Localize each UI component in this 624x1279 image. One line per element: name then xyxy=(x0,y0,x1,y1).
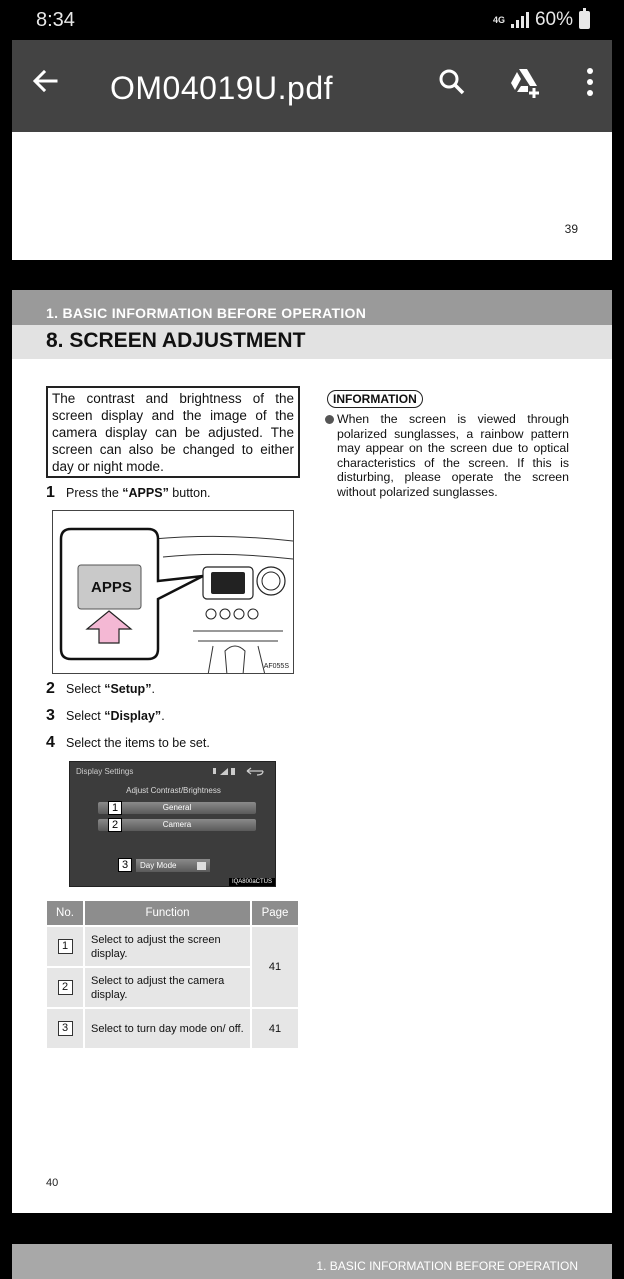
row-number: 2 xyxy=(58,980,73,995)
page-number: 39 xyxy=(564,222,578,236)
screen-status-icons xyxy=(211,766,267,776)
step-number: 4 xyxy=(46,734,55,751)
table-row xyxy=(47,927,298,966)
camera-row: Camera xyxy=(98,819,256,831)
row-function: Select to turn day mode on/ off. xyxy=(85,1009,250,1048)
callout-1: 1 xyxy=(108,801,122,815)
table-row xyxy=(47,1009,298,1048)
row-number: 1 xyxy=(58,939,73,954)
search-icon[interactable] xyxy=(436,66,468,98)
row-function: Select to adjust the screen display. xyxy=(85,927,250,966)
day-mode-row xyxy=(136,859,210,872)
section-bar xyxy=(12,290,612,325)
row-page: 41 xyxy=(252,1009,298,1048)
more-vert-icon[interactable] xyxy=(578,66,602,98)
battery-icon xyxy=(579,11,590,29)
battery-percent: 60% xyxy=(534,9,573,30)
header-function: Function xyxy=(85,901,250,925)
information-text xyxy=(325,412,569,499)
display-settings-subtitle: Adjust Contrast/Brightness xyxy=(126,786,221,795)
step-3 xyxy=(46,707,165,725)
bullet-icon xyxy=(325,415,334,424)
page-heading: 8. SCREEN ADJUSTMENT xyxy=(46,329,306,352)
apps-button-label: APPS xyxy=(91,579,132,596)
step-text: Select the items to be set. xyxy=(66,736,210,750)
step-keyword: “Setup” xyxy=(104,682,152,696)
pdf-page-40 xyxy=(12,290,612,1213)
row-function: Select to adjust the camera display. xyxy=(85,968,250,1007)
page-number: 40 xyxy=(46,1177,59,1189)
document-title: OM04019U.pdf xyxy=(110,70,334,106)
step-text: Press the xyxy=(66,486,123,500)
general-row: General xyxy=(98,802,256,814)
step-1 xyxy=(46,484,211,502)
information-body: When the screen is viewed through polarized sunglasses, a rainbow pattern may appear on the screen due to optical characteristics of the screen. If this is disturbing, please operate the screen without polarized sunglasses. xyxy=(337,412,569,499)
table-header-row xyxy=(47,901,298,925)
step-keyword: “Display” xyxy=(104,709,162,723)
network-type: 4G xyxy=(492,14,505,25)
row-number: 3 xyxy=(58,1021,73,1036)
figure-display-settings xyxy=(69,761,276,887)
status-bar xyxy=(0,0,624,40)
step-number: 1 xyxy=(46,484,55,501)
step-suffix: button. xyxy=(168,486,211,500)
app-toolbar xyxy=(12,40,612,132)
callout-3: 3 xyxy=(118,858,132,872)
information-badge: INFORMATION xyxy=(327,390,423,408)
arrow-left-icon[interactable] xyxy=(30,66,60,96)
pdf-page-39 xyxy=(12,132,612,260)
step-4 xyxy=(46,734,210,752)
step-number: 3 xyxy=(46,707,55,724)
figure-apps-button xyxy=(52,510,294,674)
step-suffix: . xyxy=(151,682,155,696)
step-text: Select xyxy=(66,709,105,723)
function-table xyxy=(45,899,300,1050)
day-mode-label: Day Mode xyxy=(140,861,177,870)
status-time: 8:34 xyxy=(36,9,75,31)
step-suffix: . xyxy=(161,709,165,723)
step-2 xyxy=(46,680,155,698)
figure-caption: AF055S xyxy=(263,663,289,670)
row-page: 41 xyxy=(252,927,298,1007)
section-bar xyxy=(12,1244,612,1279)
day-mode-toggle xyxy=(197,862,206,870)
add-to-drive-icon[interactable] xyxy=(508,66,542,98)
intro-box: The contrast and brightness of the screen display and the image of the camera display can be adjusted. The screen can also be changed to either day or night mode. xyxy=(46,386,300,478)
signal-icon xyxy=(511,12,529,28)
display-settings-title: Display Settings xyxy=(76,767,134,776)
section-title: 1. BASIC INFORMATION BEFORE OPERATION xyxy=(316,1259,578,1273)
header-page: Page xyxy=(252,901,298,925)
header-no: No. xyxy=(47,901,83,925)
heading-bar xyxy=(12,325,612,359)
step-number: 2 xyxy=(46,680,55,697)
dashboard-illustration xyxy=(53,511,294,674)
step-text: Select xyxy=(66,682,105,696)
step-keyword: “APPS” xyxy=(122,486,169,500)
figure-caption: IQA800aCTUS xyxy=(229,878,275,886)
callout-2: 2 xyxy=(108,818,122,832)
pdf-page-41 xyxy=(12,1244,612,1279)
section-title: 1. BASIC INFORMATION BEFORE OPERATION xyxy=(46,305,367,321)
